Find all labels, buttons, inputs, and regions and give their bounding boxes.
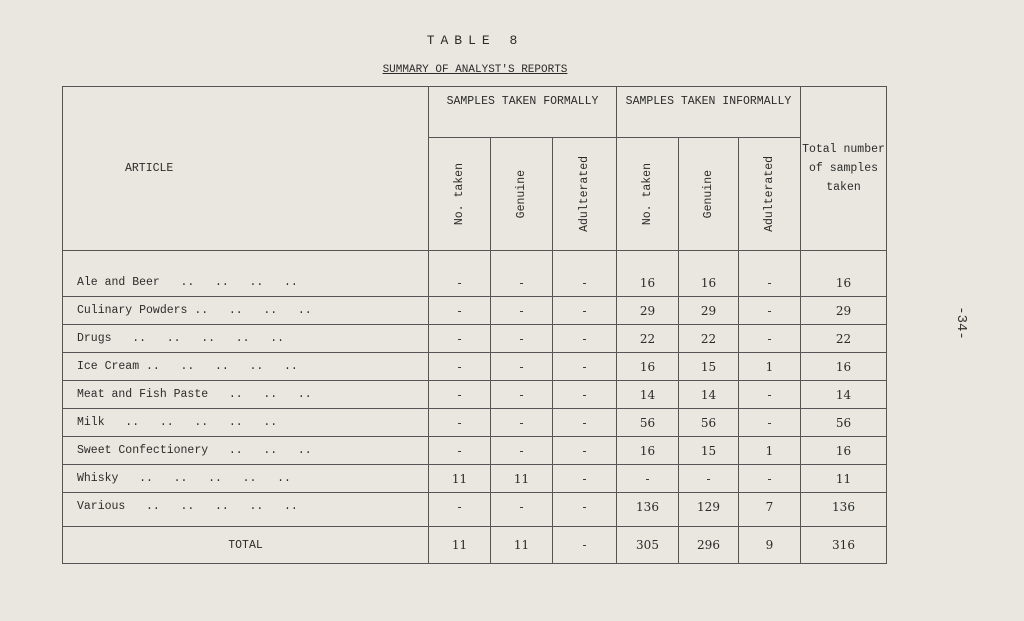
formal-genuine-cell: - xyxy=(491,409,553,437)
table-row xyxy=(63,251,887,297)
informal-no-cell: 16 xyxy=(617,437,679,465)
formal-adulterated-cell: - xyxy=(553,493,617,527)
informal-genuine-cell: 14 xyxy=(679,381,739,409)
informal-adulterated-cell: 1 xyxy=(739,353,801,381)
table-row xyxy=(63,409,887,437)
informal-adulterated-cell: 7 xyxy=(739,493,801,527)
formal-genuine-cell: 11 xyxy=(491,465,553,493)
article-cell: Sweet Confectionery .. .. .. xyxy=(63,437,429,465)
formal-genuine-cell: - xyxy=(491,493,553,527)
article-cell: Various .. .. .. .. .. xyxy=(63,493,429,527)
informal-adulterated-cell: 1 xyxy=(739,437,801,465)
formal-adulterated-cell: - xyxy=(553,437,617,465)
article-cell: Culinary Powders .. .. .. .. xyxy=(63,297,429,325)
formal-no-cell: - xyxy=(429,493,491,527)
informal-adulterated-header xyxy=(739,138,801,251)
informal-no-cell: 29 xyxy=(617,297,679,325)
formally-header: SAMPLES TAKEN FORMALLY xyxy=(429,87,617,138)
total-label: TOTAL xyxy=(63,527,429,564)
informal-genuine-label: Genuine xyxy=(701,169,715,219)
informal-genuine-cell: 15 xyxy=(679,353,739,381)
article-header: ARTICLE xyxy=(63,87,429,251)
formal-no-cell: 11 xyxy=(429,465,491,493)
informal-adulterated-cell: - xyxy=(739,409,801,437)
formal-no-cell: - xyxy=(429,251,491,297)
table-row xyxy=(63,325,887,353)
informal-no-taken-header xyxy=(617,138,679,251)
article-cell: Ale and Beer .. .. .. .. xyxy=(63,251,429,297)
page-number: -34- xyxy=(952,306,969,340)
formal-genuine-cell: - xyxy=(491,353,553,381)
formal-no-cell: - xyxy=(429,297,491,325)
informal-genuine-cell: 129 xyxy=(679,493,739,527)
formal-adulterated-header xyxy=(553,138,617,251)
table-subtitle xyxy=(0,64,950,76)
total-header: Total number of samples taken xyxy=(801,87,887,251)
total-formal-adulterated: - xyxy=(553,527,617,564)
informal-no-cell: 56 xyxy=(617,409,679,437)
total-formal-genuine: 11 xyxy=(491,527,553,564)
informal-genuine-cell: 56 xyxy=(679,409,739,437)
total-cell: 56 xyxy=(801,409,887,437)
informal-no-taken-label: No. taken xyxy=(640,162,654,226)
article-cell: Milk .. .. .. .. .. xyxy=(63,409,429,437)
total-cell: 16 xyxy=(801,437,887,465)
formal-genuine-cell: - xyxy=(491,437,553,465)
informal-no-cell: - xyxy=(617,465,679,493)
table-row xyxy=(63,381,887,409)
total-informal-adulterated: 9 xyxy=(739,527,801,564)
formal-genuine-cell: - xyxy=(491,297,553,325)
total-cell: 16 xyxy=(801,353,887,381)
table-title: TABLE 8 xyxy=(426,33,524,48)
informal-no-cell: 16 xyxy=(617,251,679,297)
informal-no-cell: 16 xyxy=(617,353,679,381)
informal-genuine-cell: - xyxy=(679,465,739,493)
formal-adulterated-label: Adulterated xyxy=(577,156,591,232)
total-cell: 16 xyxy=(801,251,887,297)
formal-adulterated-cell: - xyxy=(553,251,617,297)
formal-adulterated-cell: - xyxy=(553,465,617,493)
informal-adulterated-cell: - xyxy=(739,251,801,297)
informally-header: SAMPLES TAKEN INFORMALLY xyxy=(617,87,801,138)
table-row xyxy=(63,493,887,527)
informal-adulterated-label: Adulterated xyxy=(762,156,776,232)
informal-genuine-cell: 16 xyxy=(679,251,739,297)
formal-no-cell: - xyxy=(429,409,491,437)
total-informal-genuine: 296 xyxy=(679,527,739,564)
informal-genuine-cell: 15 xyxy=(679,437,739,465)
informal-no-cell: 14 xyxy=(617,381,679,409)
informal-genuine-cell: 29 xyxy=(679,297,739,325)
total-informal-no: 305 xyxy=(617,527,679,564)
formal-genuine-header xyxy=(491,138,553,251)
total-formal-no: 11 xyxy=(429,527,491,564)
informal-adulterated-cell: - xyxy=(739,381,801,409)
analyst-report-table xyxy=(62,86,887,564)
table-row xyxy=(63,437,887,465)
article-cell: Drugs .. .. .. .. .. xyxy=(63,325,429,353)
formal-adulterated-cell: - xyxy=(553,381,617,409)
formal-adulterated-cell: - xyxy=(553,297,617,325)
total-cell: 14 xyxy=(801,381,887,409)
informal-adulterated-cell: - xyxy=(739,465,801,493)
table-row xyxy=(63,465,887,493)
formal-adulterated-cell: - xyxy=(553,325,617,353)
table-row xyxy=(63,353,887,381)
formal-adulterated-cell: - xyxy=(553,409,617,437)
formal-no-cell: - xyxy=(429,381,491,409)
formal-adulterated-cell: - xyxy=(553,353,617,381)
total-cell: 22 xyxy=(801,325,887,353)
formal-no-taken-label: No. taken xyxy=(452,162,466,226)
grand-total: 316 xyxy=(801,527,887,564)
informal-adulterated-cell: - xyxy=(739,325,801,353)
formal-no-cell: - xyxy=(429,325,491,353)
article-cell: Meat and Fish Paste .. .. .. xyxy=(63,381,429,409)
total-cell: 136 xyxy=(801,493,887,527)
formal-no-cell: - xyxy=(429,437,491,465)
formal-genuine-cell: - xyxy=(491,251,553,297)
article-cell: Ice Cream .. .. .. .. .. xyxy=(63,353,429,381)
informal-no-cell: 136 xyxy=(617,493,679,527)
formal-no-taken-header xyxy=(429,138,491,251)
formal-genuine-label: Genuine xyxy=(514,169,528,219)
table-body xyxy=(63,251,887,564)
table-row xyxy=(63,297,887,325)
informal-no-cell: 22 xyxy=(617,325,679,353)
informal-adulterated-cell: - xyxy=(739,297,801,325)
informal-genuine-cell: 22 xyxy=(679,325,739,353)
subtitle-text: SUMMARY OF ANALYST'S REPORTS xyxy=(382,64,568,76)
formal-genuine-cell: - xyxy=(491,381,553,409)
total-row xyxy=(63,527,887,564)
informal-genuine-header xyxy=(679,138,739,251)
total-cell: 29 xyxy=(801,297,887,325)
formal-no-cell: - xyxy=(429,353,491,381)
article-cell: Whisky .. .. .. .. .. xyxy=(63,465,429,493)
total-cell: 11 xyxy=(801,465,887,493)
formal-genuine-cell: - xyxy=(491,325,553,353)
